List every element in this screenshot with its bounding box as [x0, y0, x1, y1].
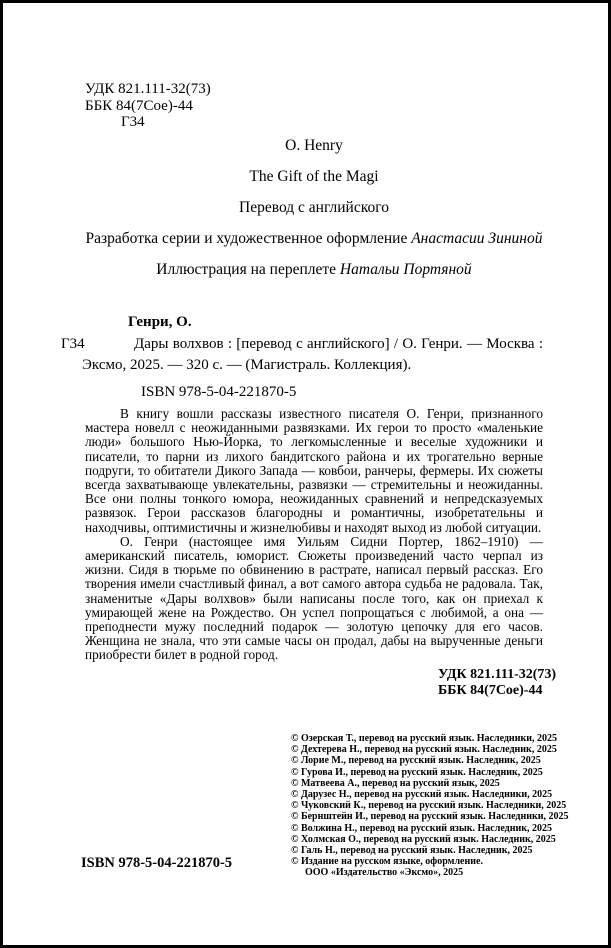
copyright-line: © Лорие М., перевод на русский язык. Наследник, 2025 [291, 755, 541, 767]
author-sign-code: Г34 [121, 114, 145, 130]
series-design-credit [85, 230, 543, 248]
title-block [85, 137, 543, 292]
copyright-line: © Холмская О., перевод на русский язык. Наследник, 2025 [291, 833, 556, 845]
copyright-line: © Волжина Н., перевод на русский язык. Наследник, 2025 [291, 822, 552, 834]
copyright-line: © Гурова И., перевод на русский язык. Наследник, 2025 [291, 766, 543, 778]
copyright-line: © Матвеева А., перевод на русский язык, 2025 [291, 777, 500, 789]
isbn-bottom: ISBN 978-5-04-221870-5 [81, 855, 233, 871]
copyright-line: © Чуковский К., перевод на русский язык. Наследники, 2025 [291, 800, 567, 812]
copyright-line: © Дарузес Н., перевод на русский язык. Наследники, 2025 [291, 789, 553, 801]
annotation-paragraph-2: О. Генри (настоящее имя Уильям Сидни Портер, 1862–1910) — американский писатель, юморист. Сюжеты произведений часто черпал из жизни. Сидя в тюрьме по обвинению в растрате, написал первый рассказ. Его творения имели счастливый финал, а вот самого автора судьба не радовала. Так, знаменитые «Дары волхвов» были написаны после того, как он приехал к умирающей жене на Рождество. Он успел попрощаться с любимой, а она — преподнести мужу последний подарок — золотую цепочку для его часов. Женщина не знала, что эти самые часы он продал, дабы на вырученные деньги приобрести билет в родной город. [85, 533, 543, 663]
bottom-classification-codes [438, 667, 556, 699]
bbk-code: ББК 84(7Сое)-44 [85, 97, 193, 114]
cover-illustrator-name: Натальи Портяной [339, 261, 472, 278]
copyright-line: © Озерская Т., перевод на русский язык. Наследники, 2025 [291, 733, 557, 744]
copyright-line: © Галь Н., перевод на русский язык. Наследник, 2025 [291, 845, 533, 857]
book-title-original: The Gift of the Magi [249, 168, 379, 185]
biblio-entry: Дары волхвов : [перевод с английского] / О. Генри. — Москва : Эксмо, 2025. — 320 с. — (Магистраль. Коллекция). [82, 336, 543, 373]
bbk-code-bottom: ББК 84(7Сое)-44 [438, 683, 543, 698]
publisher-line: ООО «Издательство «Эксмо», 2025 [305, 867, 464, 879]
copyright-line: © Издание на русском языке, оформление. [291, 856, 483, 868]
cover-illustration-credit [85, 261, 543, 279]
author-name-original: O. Henry [285, 137, 343, 154]
series-design-label: Разработка серии и художественное оформление [85, 230, 408, 247]
copyright-list [291, 733, 569, 867]
biblio-isbn: ISBN 978-5-04-221870-5 [141, 384, 297, 400]
udk-code: УДК 821.111-32(73) [85, 81, 211, 97]
copyright-line: © Бернштейн И., перевод на русский язык. Наследники, 2025 [291, 811, 569, 823]
series-designer-name: Анастасии Зининой [411, 230, 543, 247]
biblio-author: Генри, О. [128, 314, 192, 330]
translation-note: Перевод с английского [239, 199, 389, 216]
cover-illustration-label: Иллюстрация на переплете [156, 261, 337, 278]
top-classification-codes [85, 81, 211, 131]
copyright-block [291, 733, 569, 879]
copyright-line: © Дехтерева Н., перевод на русский язык. Наследник, 2025 [291, 744, 557, 756]
biblio-author-sign: Г34 [61, 336, 85, 352]
annotation [85, 407, 543, 663]
udk-code-bottom: УДК 821.111-32(73) [438, 667, 557, 682]
annotation-paragraph-1: В книгу вошли рассказы известного писателя О. Генри, признанного мастера новелл с неожиданными развязками. Их герои то просто «маленькие люди» большого Нью-Йорка, то легкомысленные и веселые художники и писатели, то парни из лихого бандитского района и их трогательно верные подруги, то обитатели Дикого Запада — ковбои, ранчеры, фермеры. Их сюжеты всегда захватывающе увлекательны, развязки — стремительны и неожиданны. Все они полны тонкого юмора, неожиданных сравнений и непредсказуемых развязок. Герои рассказов благородны и романтичны, изобретательны и находчивы, оптимистичны и жизнелюбивы и находят выход из любой ситуации. [85, 406, 543, 535]
